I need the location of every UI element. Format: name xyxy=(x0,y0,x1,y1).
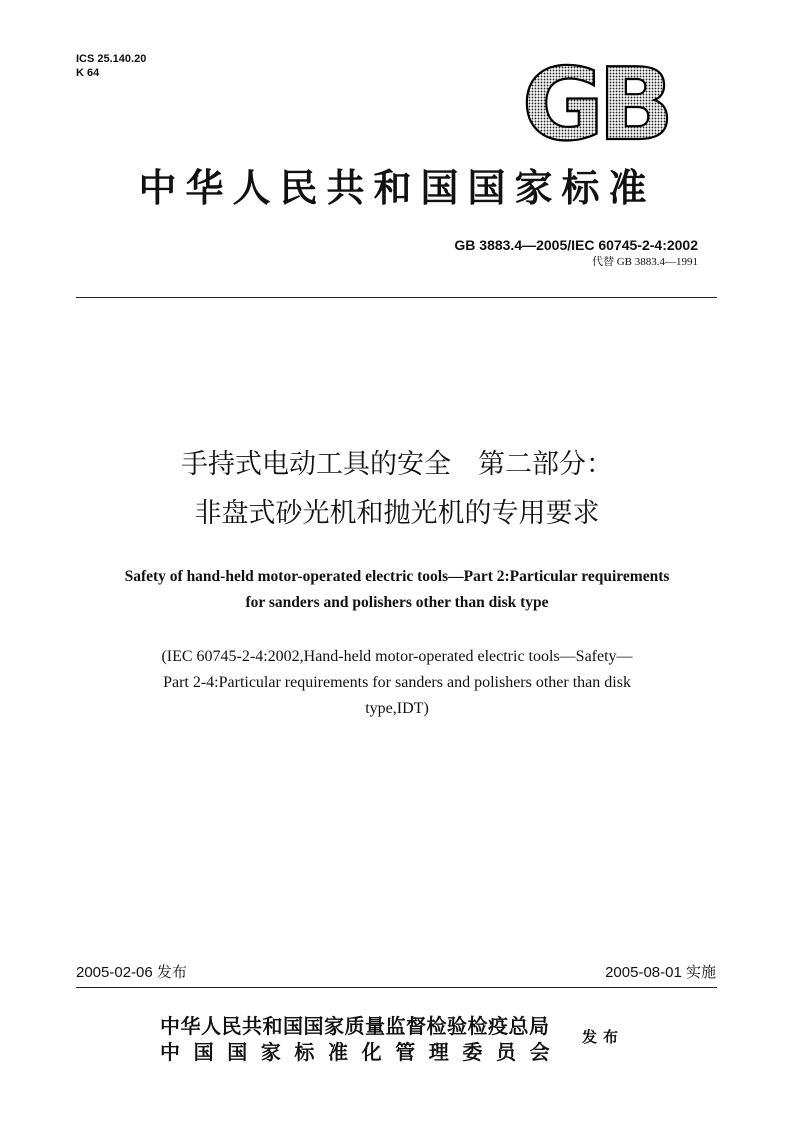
ics-code: ICS 25.140.20 xyxy=(76,53,147,65)
issue-date: 2005-02-06 发布 xyxy=(76,964,187,981)
classification-codes xyxy=(76,52,146,80)
gb-logo xyxy=(516,60,674,144)
iec-reference-line-2: Part 2-4:Particular requirements for sanders and polishers other than disk xyxy=(163,674,631,691)
chinese-title-line-2: 非盘式砂光机和抛光机的专用要求 xyxy=(194,498,600,529)
implementation-date: 2005-08-01 实施 xyxy=(605,964,716,981)
standard-number: GB 3883.4—2005/IEC 60745-2-4:2002 xyxy=(454,237,698,253)
replaces-standard: 代替 GB 3883.4—1991 xyxy=(591,256,698,268)
english-title-line-1: Safety of hand-held motor-operated electric tools—Part 2:Particular requirements xyxy=(124,568,670,585)
chinese-title-line-1: 手持式电动工具的安全 第二部分： xyxy=(181,449,613,480)
header-divider xyxy=(76,297,717,298)
footer-divider xyxy=(76,987,717,988)
iec-reference-line-1: (IEC 60745-2-4:2002,Hand-held motor-operated electric tools—Safety— xyxy=(161,648,633,665)
english-title-line-2: for sanders and polishers other than disk type xyxy=(245,594,549,611)
gb-logo-graphic xyxy=(516,60,674,144)
issuer-line-1: 中华人民共和国国家质量监督检验检疫总局 xyxy=(160,1014,550,1038)
issuer-line-2: 中国国家标准化管理委员会 xyxy=(160,1040,564,1064)
publish-label: 发布 xyxy=(582,1028,625,1046)
ccs-code: K 64 xyxy=(76,67,100,79)
iec-reference-line-3: type,IDT) xyxy=(365,700,429,717)
gb-logo-text: GB xyxy=(521,60,669,144)
national-standard-title: 中华人民共和国国家标准 xyxy=(138,165,656,210)
